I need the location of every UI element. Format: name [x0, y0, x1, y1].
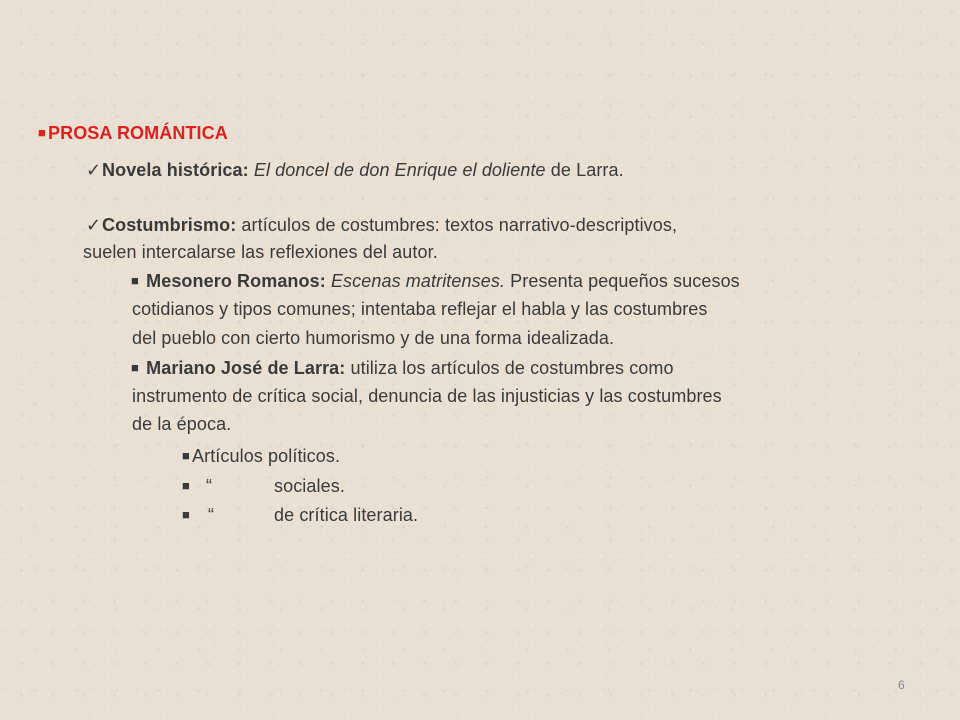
articulo-item: [182, 443, 340, 469]
articulo-item: [182, 502, 418, 528]
page-number: 6: [898, 678, 905, 692]
larra-line1: utiliza los artículos de costumbres como: [345, 358, 674, 378]
ditto-mark: “: [207, 505, 215, 525]
checkmark-icon: ✓: [86, 160, 102, 180]
articulo-item: [182, 473, 345, 499]
articulo-text: de crítica literaria.: [274, 505, 419, 525]
square-bullet-icon: ■: [182, 507, 190, 522]
novela-item: [86, 157, 624, 183]
checkmark-icon: ✓: [86, 215, 102, 235]
larra-line2: instrumento de crítica social, denuncia de las injusticias y las costumbres: [132, 386, 722, 406]
section-title-text: PROSA ROMÁNTICA: [48, 123, 228, 143]
mesonero-line2: cotidianos y tipos comunes; intentaba reflejar el habla y las costumbres: [132, 299, 708, 319]
larra-label: Mariano José de Larra:: [146, 358, 346, 378]
novela-label: Novela histórica:: [102, 160, 249, 180]
mesonero-item: [131, 268, 740, 294]
novela-suffix: de Larra.: [545, 160, 624, 180]
square-bullet-icon: ■: [182, 448, 190, 463]
articulo-text: Artículos políticos.: [192, 446, 341, 466]
square-bullet-icon: ■: [38, 125, 46, 140]
mesonero-line1: Presenta pequeños sucesos: [505, 271, 740, 291]
ditto-mark: “: [205, 476, 213, 496]
larra-item: [131, 355, 674, 381]
articulo-text: sociales.: [274, 476, 345, 496]
costumbrismo-item: [86, 212, 677, 238]
mesonero-label: Mesonero Romanos:: [146, 271, 326, 291]
costumbrismo-label: Costumbrismo:: [102, 215, 237, 235]
mesonero-work: Escenas matritenses.: [330, 271, 506, 291]
square-bullet-icon: ■: [182, 478, 190, 493]
square-bullet-icon: ■: [131, 360, 139, 375]
costumbrismo-line1: artículos de costumbres: textos narrativo-descriptivos,: [236, 215, 678, 235]
mesonero-line3: del pueblo con cierto humorismo y de una forma idealizada.: [132, 328, 615, 348]
larra-line3: de la época.: [132, 414, 232, 434]
costumbrismo-line2: suelen intercalarse las reflexiones del autor.: [83, 242, 438, 262]
square-bullet-icon: ■: [131, 273, 139, 288]
novela-work: El doncel de don Enrique el doliente: [253, 160, 546, 180]
section-title: [38, 120, 228, 146]
